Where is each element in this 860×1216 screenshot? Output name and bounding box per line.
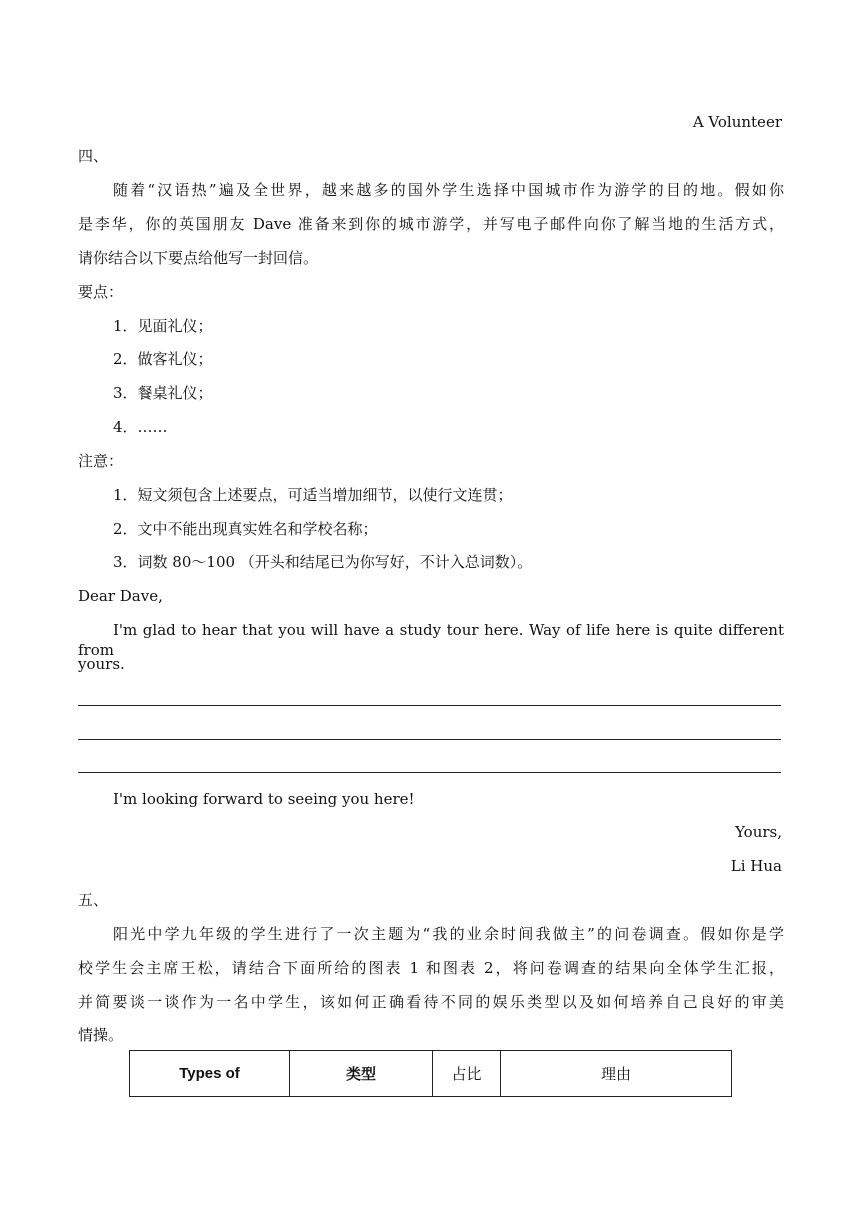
- section-5-paragraph-line-2: 校学生会主席王松，请结合下面所给的图表 1 和图表 2，将问卷调查的结果向全体学生汇报，: [78, 959, 784, 977]
- points-title: 要点：: [78, 283, 124, 301]
- section-5-heading: 五、: [78, 891, 109, 909]
- point-item: 3．餐桌礼仪；: [113, 384, 213, 402]
- section-4-paragraph-line-1: 随着“汉语热”遍及全世界，越来越多的国外学生选择中国城市作为游学的目的地。假如你: [113, 181, 784, 199]
- section-4-paragraph-line-3: 请你结合以下要点给他写一封回信。: [78, 249, 319, 267]
- note-item: 2．文中不能出现真实姓名和学校名称；: [113, 520, 378, 538]
- header-types-of: Types of: [130, 1051, 290, 1097]
- letter-opening-line-2: yours.: [78, 655, 125, 673]
- letter-greeting: Dear Dave,: [78, 587, 163, 605]
- section-4-heading: 四、: [78, 147, 109, 165]
- answer-line: [78, 705, 781, 706]
- notes-title: 注意：: [78, 452, 124, 470]
- point-item: 1．见面礼仪；: [113, 317, 213, 335]
- letter-signer: Li Hua: [730, 857, 782, 875]
- header-proportion: 占比: [433, 1051, 501, 1097]
- section-5-paragraph-line-3: 并简要谈一谈作为一名中学生，该如何正确看待不同的娱乐类型以及如何培养自己良好的审美: [78, 993, 784, 1011]
- point-item: 4．……: [113, 418, 168, 436]
- answer-line: [78, 772, 781, 773]
- section-5-paragraph-line-1: 阳光中学九年级的学生进行了一次主题为“我的业余时间我做主”的问卷调查。假如你是学: [113, 925, 784, 943]
- header-reason: 理由: [501, 1051, 732, 1097]
- section-5-paragraph-line-4: 情操。: [78, 1026, 124, 1044]
- note-item: 1．短文须包含上述要点，可适当增加细节，以使行文连贯；: [113, 486, 513, 504]
- letter-closing: I'm looking forward to seeing you here!: [113, 790, 415, 808]
- header-type: 类型: [290, 1051, 433, 1097]
- table-header-row: [130, 1051, 732, 1097]
- letter-signoff: Yours,: [735, 823, 782, 841]
- survey-types-table: [129, 1050, 732, 1097]
- letter-opening-line-1: I'm glad to hear that you will have a study tour here. Way of life here is quite different from: [78, 621, 784, 659]
- note-item: 3．词数 80～100 （开头和结尾已为你写好，不计入总词数）。: [113, 553, 533, 571]
- section-4-paragraph-line-2: 是李华，你的英国朋友 Dave 准备来到你的城市游学，并写电子邮件向你了解当地的生活方式，: [78, 215, 784, 233]
- answer-line: [78, 739, 781, 740]
- previous-signature: A Volunteer: [692, 113, 782, 131]
- point-item: 2．做客礼仪；: [113, 350, 213, 368]
